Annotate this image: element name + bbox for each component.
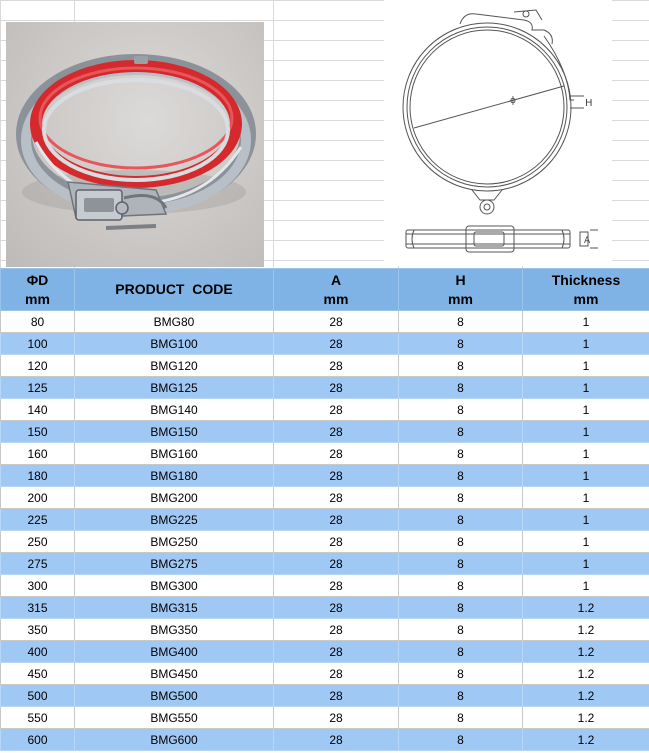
cell-diameter: 150 xyxy=(1,421,75,443)
cell-thickness: 1.2 xyxy=(523,663,649,685)
cell-diameter: 250 xyxy=(1,531,75,553)
cell-a: 28 xyxy=(274,553,399,575)
cell-product-code: BMG300 xyxy=(75,575,274,597)
cell-thickness: 1 xyxy=(523,575,649,597)
header-unit: mm xyxy=(448,290,473,307)
cell-h: 8 xyxy=(399,421,523,443)
cell-diameter: 125 xyxy=(1,377,75,399)
cell-a: 28 xyxy=(274,465,399,487)
header-product-code xyxy=(75,269,274,311)
header-row xyxy=(1,269,649,311)
spec-table xyxy=(0,268,649,751)
cell-thickness: 1.2 xyxy=(523,729,649,751)
cell-a: 28 xyxy=(274,575,399,597)
table-row xyxy=(1,487,649,509)
cell-product-code: BMG450 xyxy=(75,663,274,685)
header-label: ΦD xyxy=(26,271,49,288)
cell-diameter: 275 xyxy=(1,553,75,575)
cell-diameter: 200 xyxy=(1,487,75,509)
header-label: Thickness xyxy=(551,271,621,288)
header-unit: mm xyxy=(323,290,349,307)
cell-product-code: BMG225 xyxy=(75,509,274,531)
table-row xyxy=(1,707,649,729)
cell-h: 8 xyxy=(399,377,523,399)
table-row xyxy=(1,333,649,355)
cell-h: 8 xyxy=(399,333,523,355)
cell-a: 28 xyxy=(274,509,399,531)
cell-thickness: 1 xyxy=(523,531,649,553)
cell-a: 28 xyxy=(274,685,399,707)
cell-h: 8 xyxy=(399,685,523,707)
table-row xyxy=(1,509,649,531)
cell-product-code: BMG120 xyxy=(75,355,274,377)
header-label: PRODUCT CODE xyxy=(115,281,233,297)
cell-product-code: BMG100 xyxy=(75,333,274,355)
header-label: A xyxy=(330,271,342,288)
cell-diameter: 550 xyxy=(1,707,75,729)
cell-product-code: BMG600 xyxy=(75,729,274,751)
cell-diameter: 120 xyxy=(1,355,75,377)
header-unit: mm xyxy=(573,290,599,307)
header-thickness xyxy=(523,269,649,311)
cell-a: 28 xyxy=(274,355,399,377)
table-row xyxy=(1,619,649,641)
cell-h: 8 xyxy=(399,487,523,509)
cell-thickness: 1 xyxy=(523,421,649,443)
cell-diameter: 180 xyxy=(1,465,75,487)
product-photo xyxy=(6,22,264,267)
cell-product-code: BMG350 xyxy=(75,619,274,641)
cell-h: 8 xyxy=(399,575,523,597)
table-row xyxy=(1,575,649,597)
table-row xyxy=(1,355,649,377)
table-row xyxy=(1,641,649,663)
cell-a: 28 xyxy=(274,333,399,355)
cell-h: 8 xyxy=(399,729,523,751)
cell-thickness: 1 xyxy=(523,465,649,487)
table-row xyxy=(1,465,649,487)
table-row xyxy=(1,421,649,443)
table-row xyxy=(1,377,649,399)
cell-thickness: 1 xyxy=(523,355,649,377)
cell-a: 28 xyxy=(274,311,399,333)
cell-diameter: 315 xyxy=(1,597,75,619)
cell-h: 8 xyxy=(399,443,523,465)
header-diameter xyxy=(1,269,75,311)
cell-h: 8 xyxy=(399,663,523,685)
cell-a: 28 xyxy=(274,619,399,641)
cell-thickness: 1.2 xyxy=(523,597,649,619)
cell-thickness: 1 xyxy=(523,553,649,575)
header-h xyxy=(399,269,523,311)
header-unit: mm xyxy=(25,290,50,307)
cell-product-code: BMG400 xyxy=(75,641,274,663)
table-row xyxy=(1,597,649,619)
technical-drawing xyxy=(384,0,612,266)
cell-product-code: BMG550 xyxy=(75,707,274,729)
image-area xyxy=(0,0,649,268)
cell-product-code: BMG250 xyxy=(75,531,274,553)
cell-h: 8 xyxy=(399,707,523,729)
cell-thickness: 1 xyxy=(523,509,649,531)
cell-thickness: 1 xyxy=(523,377,649,399)
table-row xyxy=(1,729,649,751)
cell-a: 28 xyxy=(274,641,399,663)
cell-diameter: 225 xyxy=(1,509,75,531)
cell-thickness: 1.2 xyxy=(523,707,649,729)
header-a xyxy=(274,269,399,311)
table-row xyxy=(1,311,649,333)
diameter-label: ϕ xyxy=(510,96,516,106)
cell-h: 8 xyxy=(399,355,523,377)
cell-h: 8 xyxy=(399,641,523,663)
cell-a: 28 xyxy=(274,487,399,509)
cell-product-code: BMG160 xyxy=(75,443,274,465)
table-row xyxy=(1,399,649,421)
table-body xyxy=(1,311,649,751)
cell-a: 28 xyxy=(274,663,399,685)
cell-product-code: BMG125 xyxy=(75,377,274,399)
cell-product-code: BMG275 xyxy=(75,553,274,575)
cell-product-code: BMG140 xyxy=(75,399,274,421)
cell-diameter: 100 xyxy=(1,333,75,355)
table-row xyxy=(1,443,649,465)
cell-diameter: 140 xyxy=(1,399,75,421)
cell-h: 8 xyxy=(399,553,523,575)
cell-product-code: BMG200 xyxy=(75,487,274,509)
cell-thickness: 1 xyxy=(523,333,649,355)
cell-a: 28 xyxy=(274,421,399,443)
cell-product-code: BMG180 xyxy=(75,465,274,487)
cell-diameter: 600 xyxy=(1,729,75,751)
table-row xyxy=(1,553,649,575)
cell-diameter: 450 xyxy=(1,663,75,685)
table-row xyxy=(1,663,649,685)
a-dimension-label: A xyxy=(584,236,591,246)
grid-line xyxy=(273,0,274,268)
cell-h: 8 xyxy=(399,531,523,553)
cell-a: 28 xyxy=(274,377,399,399)
cell-h: 8 xyxy=(399,597,523,619)
cell-diameter: 400 xyxy=(1,641,75,663)
cell-a: 28 xyxy=(274,399,399,421)
cell-thickness: 1.2 xyxy=(523,641,649,663)
table-row xyxy=(1,531,649,553)
cell-a: 28 xyxy=(274,597,399,619)
cell-h: 8 xyxy=(399,399,523,421)
cell-diameter: 350 xyxy=(1,619,75,641)
cell-a: 28 xyxy=(274,729,399,751)
cell-thickness: 1 xyxy=(523,487,649,509)
cell-a: 28 xyxy=(274,531,399,553)
cell-a: 28 xyxy=(274,443,399,465)
cell-a: 28 xyxy=(274,707,399,729)
cell-thickness: 1.2 xyxy=(523,685,649,707)
cell-thickness: 1 xyxy=(523,399,649,421)
table-row xyxy=(1,685,649,707)
cell-thickness: 1 xyxy=(523,443,649,465)
cell-diameter: 80 xyxy=(1,311,75,333)
header-label: H xyxy=(455,271,466,288)
cell-product-code: BMG315 xyxy=(75,597,274,619)
h-dimension-label: H xyxy=(585,98,593,109)
cell-h: 8 xyxy=(399,619,523,641)
cell-h: 8 xyxy=(399,509,523,531)
cell-thickness: 1 xyxy=(523,311,649,333)
cell-product-code: BMG80 xyxy=(75,311,274,333)
cell-diameter: 300 xyxy=(1,575,75,597)
cell-thickness: 1.2 xyxy=(523,619,649,641)
cell-diameter: 160 xyxy=(1,443,75,465)
cell-product-code: BMG150 xyxy=(75,421,274,443)
cell-product-code: BMG500 xyxy=(75,685,274,707)
cell-h: 8 xyxy=(399,311,523,333)
cell-diameter: 500 xyxy=(1,685,75,707)
cell-h: 8 xyxy=(399,465,523,487)
